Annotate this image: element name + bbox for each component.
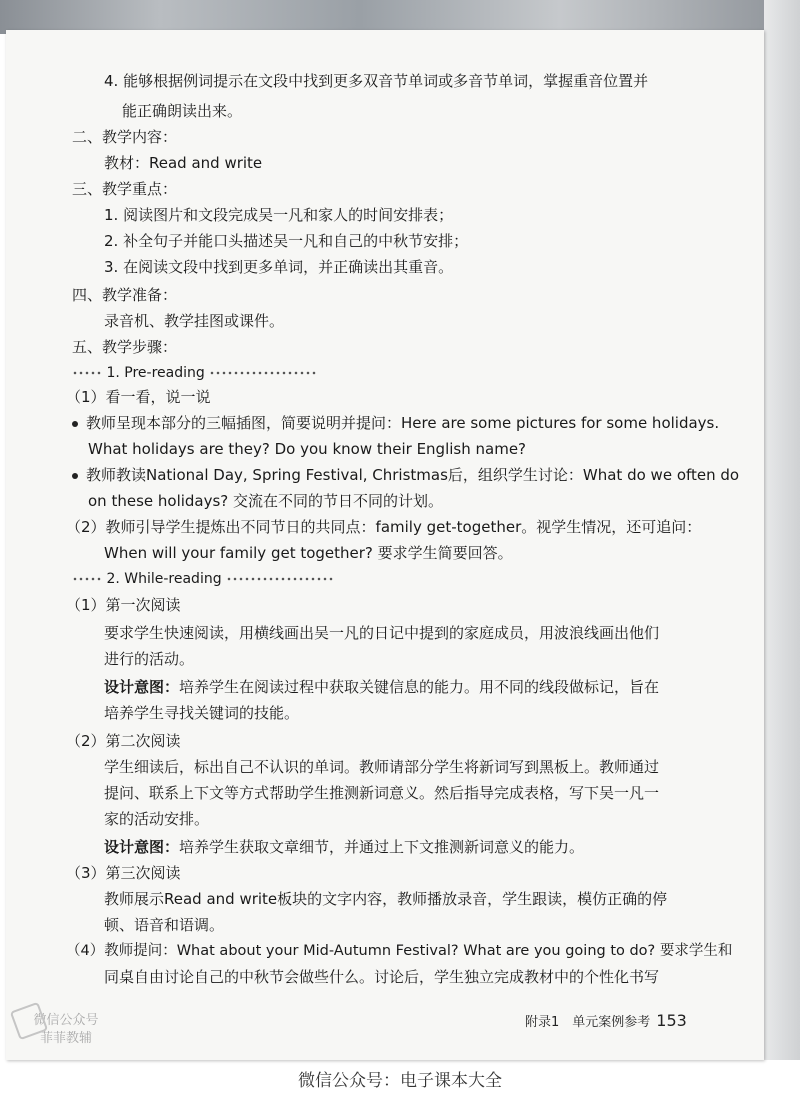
bullet-icon	[72, 473, 78, 479]
sub-heading: （1）看一看，说一说	[66, 388, 211, 406]
text-line: 家的活动安排。	[104, 810, 210, 828]
text-line: 教师展示Read and write板块的文字内容，教师播放录音，学生跟读，模仿正确的停	[104, 890, 668, 908]
document-page	[6, 30, 764, 1060]
page-footer	[525, 1011, 687, 1030]
design-intent: 设计意图：培养学生获取文章细节，并通过上下文推测新词意义的能力。	[104, 838, 585, 856]
text-line: 要求学生快速阅读，用横线画出吴一凡的日记中提到的家庭成员，用波浪线画出他们	[104, 624, 660, 642]
text-line: 录音机、教学挂图或课件。	[104, 312, 285, 330]
section-heading: 二、教学内容：	[72, 128, 178, 146]
wave-rule	[226, 576, 334, 582]
section-heading: 三、教学重点：	[72, 180, 178, 198]
section-heading: 五、教学步骤：	[72, 338, 178, 356]
text-line: 进行的活动。	[104, 650, 195, 668]
step-heading: 2. While-reading	[72, 568, 764, 590]
text-line: 4. 能够根据例词提示在文段中找到更多双音节单词或多音节单词，掌握重音位置并	[104, 72, 649, 90]
text-line: What holidays are they? Do you know their English name?	[88, 440, 527, 458]
watermark: 微信公众号 菲菲教辅	[6, 1000, 126, 1060]
text-line: 教材：Read and write	[104, 154, 263, 172]
step-heading: 1. Pre-reading	[72, 362, 764, 384]
text-line: 培养学生寻找关键词的技能。	[104, 704, 300, 722]
text-line: 能正确朗读出来。	[122, 102, 243, 120]
wave-rule	[72, 370, 102, 376]
footer-label: 附录1 单元案例参考	[525, 1015, 651, 1030]
list-item: 3. 在阅读文段中找到更多单词，并正确读出其重音。	[104, 258, 454, 276]
text-line: 学生细读后，标出自己不认识的单词。教师请部分学生将新词写到黑板上。教师通过	[104, 758, 660, 776]
text-line: 顿、语音和语调。	[104, 916, 225, 934]
text-line: （2）教师引导学生提炼出不同节日的共同点：family get-together。视学生情况，还可追问：	[66, 518, 702, 536]
list-item: 2. 补全句子并能口头描述吴一凡和自己的中秋节安排；	[104, 232, 469, 250]
bullet-item: 教师呈现本部分的三幅插图，简要说明并提问：Here are some pictures for some holidays.	[72, 412, 764, 434]
bottom-caption: 微信公众号：电子课本大全	[298, 1071, 502, 1091]
scan-right-edge	[764, 0, 800, 1060]
page-number: 153	[656, 1011, 687, 1030]
wave-rule	[209, 370, 317, 376]
bullet-item: 教师教读National Day, Spring Festival, Christmas后，组织学生讨论：What do we often do	[72, 464, 764, 486]
wave-rule	[72, 576, 102, 582]
sub-heading: （2）第二次阅读	[66, 732, 181, 750]
sub-heading: （1）第一次阅读	[66, 596, 181, 614]
list-item: 1. 阅读图片和文段完成吴一凡和家人的时间安排表；	[104, 206, 454, 224]
text-line: When will your family get together? 要求学生简要回答。	[104, 544, 513, 562]
text-line: on these holidays? 交流在不同的节日不同的计划。	[88, 492, 444, 510]
text-line: 提问、联系上下文等方式帮助学生推测新词意义。然后指导完成表格，写下吴一凡一	[104, 784, 660, 802]
section-heading: 四、教学准备：	[72, 286, 178, 304]
sub-heading: （3）第三次阅读	[66, 864, 181, 882]
bullet-icon	[72, 421, 78, 427]
text-line: 同桌自由讨论自己的中秋节会做些什么。讨论后，学生独立完成教材中的个性化书写	[104, 968, 660, 986]
scan-top-edge	[0, 0, 800, 34]
text-line: （4）教师提问：What about your Mid-Autumn Festival? What are you going to do? 要求学生和	[66, 943, 733, 959]
design-intent: 设计意图：培养学生在阅读过程中获取关键信息的能力。用不同的线段做标记，旨在	[104, 678, 660, 696]
